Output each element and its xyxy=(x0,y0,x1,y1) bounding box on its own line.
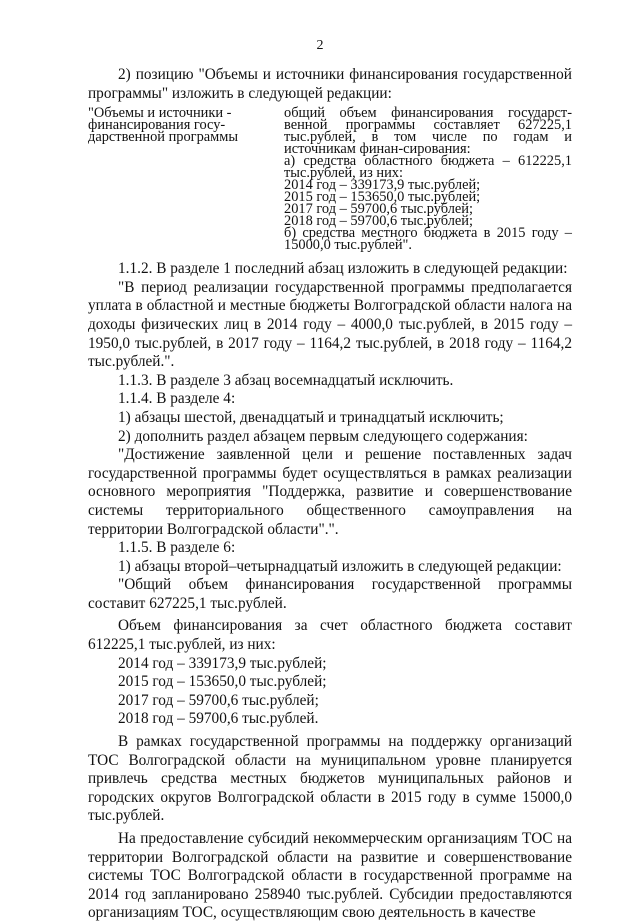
paragraph: 2) дополнить раздел абзацем первым следующего содержания: xyxy=(118,427,528,445)
paragraph: На предоставление субсидий некоммерческим организациям ТОС на территории Волгоградской области на развитие и совершенствование системы ТОС Волгоградской области в государственной программе на 2014 год запланировано 258940 тыс.рублей. Субсидии предоставляются организациям ТОС, осуществляющим свою деятельность в качестве xyxy=(88,830,572,922)
paragraph: В рамках государственной программы на поддержку организаций ТОС Волгоградской области на муниципальном уровне планируется привлечь средства местных бюджетов муниципальных районов и городских округов Волгоградской области в 2015 году в сумме 15000,0 тыс.рублей. xyxy=(88,733,572,825)
paragraph: 1.1.3. В разделе 3 абзац восемнадцатый исключить. xyxy=(118,371,454,389)
table-line: а) средства областного бюджета – 612225,1 тыс.рублей, из них: xyxy=(284,153,572,182)
table-line: 2015 год – 153650,0 тыс.рублей; xyxy=(284,189,481,206)
table-line: 2018 год – 59700,6 тыс.рублей; xyxy=(284,213,473,230)
table-line: б) средства местного бюджета в 2015 году – 15000,0 тыс.рублей". xyxy=(284,225,572,254)
page-number: 2 xyxy=(316,38,324,53)
paragraph: 1.1.2. В разделе 1 последний абзац изложить в следующей редакции: xyxy=(118,260,568,278)
table-line: 2017 год – 59700,6 тыс.рублей; xyxy=(284,201,473,218)
table-left-cell: "Объемы и источники - финансирования госу-дарственной программы xyxy=(88,105,239,146)
paragraph: Объем финансирования за счет областного бюджета составит 612225,1 тыс.рублей, из них: xyxy=(88,617,572,654)
paragraph: "Достижение заявленной цели и решение поставленных задач государственной программы будет осуществляться в рамках реализации основного мероприятия "Поддержка, развитие и совершенствование системы территориального общественного самоуправления на территории Волгоградской области".". xyxy=(88,446,572,538)
paragraph: 2014 год – 339173,9 тыс.рублей; xyxy=(118,654,327,672)
intro-paragraph: 2) позицию "Объемы и источники финансирования государственной программы" изложить в следующей редакции: xyxy=(88,66,572,102)
paragraph: 2017 год – 59700,6 тыс.рублей; xyxy=(118,691,319,709)
document-body xyxy=(88,66,572,923)
paragraph: 2018 год – 59700,6 тыс.рублей. xyxy=(118,710,319,728)
table-line: общий объем финансирования государст-венной программы составляет 627225,1 тыс.рублей, в том числе по годам и источникам финан-сирования: xyxy=(284,105,572,158)
paragraph: 1.1.4. В разделе 4: xyxy=(118,390,236,408)
paragraph: 1) абзацы шестой, двенадцатый и тринадцатый исключить; xyxy=(118,408,504,426)
paragraph: "Общий объем финансирования государственной программы составит 627225,1 тыс.рублей. xyxy=(88,576,572,612)
paragraph: "В период реализации государственной программы предполагается уплата в областной и местные бюджеты Волгоградской области налога на доходы физических лиц в 2014 году – 4000,0 тыс.рублей, в 2015 году – 1950,0 тыс.рублей, в 2017 году – 1164,2 тыс.рублей, в 2018 году – 1164,2 тыс.рублей.". xyxy=(88,278,572,371)
funding-table xyxy=(88,105,572,254)
paragraph: 1) абзацы второй–четырнадцатый изложить в следующей редакции: xyxy=(118,557,562,575)
table-right-cell xyxy=(264,105,572,254)
paragraph: 1.1.5. В разделе 6: xyxy=(118,539,236,557)
paragraph: 2015 год – 153650,0 тыс.рублей; xyxy=(118,673,327,691)
table-line: 2014 год – 339173,9 тыс.рублей; xyxy=(284,177,481,194)
